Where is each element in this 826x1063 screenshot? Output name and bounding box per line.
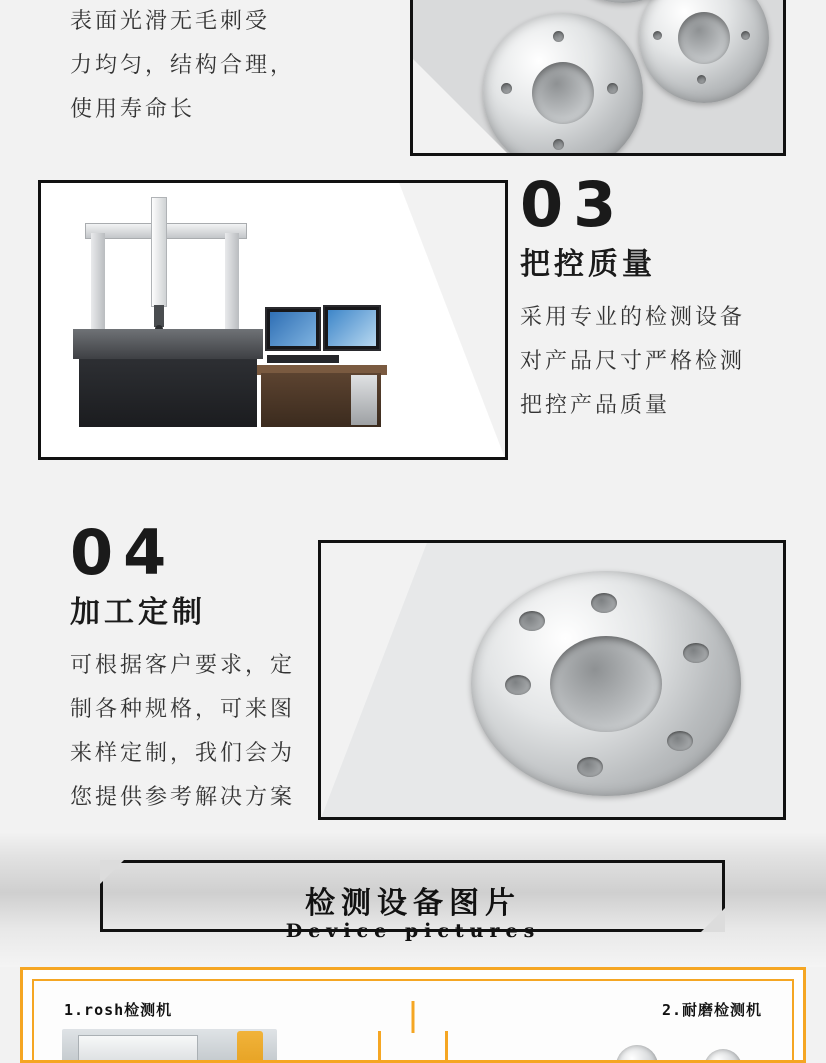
flange-part-icon [639,0,769,103]
flange-bolt-hole-icon [607,83,618,94]
section-03-description-line: 把控产品质量 [520,393,671,418]
device-pictures-banner [0,832,826,967]
flange-bolt-hole-icon [505,675,531,695]
section-04-description-line: 制各种规格，可来图 [70,697,296,722]
photo-corner-notch [410,56,510,156]
section-03-subtitle: 把控质量 [520,247,656,282]
section-02-product-photo [410,0,786,156]
section-02-description-line: 使用寿命长 [70,97,196,122]
wear-test-disc-icon [616,1045,658,1063]
section-03 [0,160,826,510]
section-04-number: 04 [70,516,177,589]
section-04-product-photo [318,540,786,820]
flange-center-hole-icon [532,62,594,124]
gallery-photo-left [62,1029,277,1063]
machine-tower-icon [237,1031,263,1063]
gallery-divider-bracket [378,1031,448,1063]
section-03-text [520,170,810,428]
flange-bolt-hole-icon [553,31,564,42]
section-03-description-line: 采用专业的检测设备 [520,305,746,330]
section-04-subtitle: 加工定制 [70,595,206,630]
flange-center-hole-icon [550,636,662,732]
flange-bolt-hole-icon [697,75,706,84]
banner-title-cn: 检测设备图片 [305,886,521,921]
gallery-photo-right [564,1033,764,1063]
cmm-base [79,359,257,427]
flange-part-icon [471,571,741,796]
photo-corner-notch [318,540,428,820]
section-04 [0,510,826,810]
flange-bolt-hole-icon [683,643,709,663]
gallery-inner-frame [32,979,794,1063]
flange-bolt-hole-icon [519,611,545,631]
gallery-item-label-left: 1.rosh检测机 [64,1001,173,1019]
section-03-number: 03 [520,168,627,241]
section-04-description-line: 来样定制，我们会为 [70,741,296,766]
device-gallery [20,967,806,1063]
cmm-machine-icon [55,197,395,447]
wear-test-disc-icon [704,1049,742,1063]
cmm-probe [154,305,164,327]
machine-screen-icon [78,1035,198,1063]
monitor-icon [265,307,321,351]
section-02-description-line: 表面光滑无毛刺受 [70,9,271,34]
section-02-description [70,0,370,132]
cmm-column-left [91,233,105,333]
section-02-description-line: 力均匀，结构合理， [70,53,296,78]
cmm-granite-table [73,329,263,359]
flange-bolt-hole-icon [653,31,662,40]
pc-tower-icon [351,375,377,425]
section-04-description-line: 可根据客户要求，定 [70,653,296,678]
section-04-description-line: 您提供参考解决方案 [70,785,296,810]
photo-corner-notch [398,180,508,460]
flange-bolt-hole-icon [667,731,693,751]
flange-center-hole-icon [678,12,730,64]
flange-bolt-hole-icon [591,593,617,613]
banner-title-en: Device pictures [285,920,541,942]
cmm-z-ram [151,197,167,307]
section-03-equipment-photo [38,180,508,460]
cmm-column-right [225,233,239,333]
monitor-icon [323,305,381,351]
section-03-description-line: 对产品尺寸严格检测 [520,349,746,374]
gallery-item-label-right: 2.耐磨检测机 [661,1001,762,1019]
flange-bolt-hole-icon [741,31,750,40]
section-02 [0,0,826,160]
keyboard-icon [267,355,339,363]
flange-bolt-hole-icon [553,139,564,150]
flange-bolt-hole-icon [577,757,603,777]
